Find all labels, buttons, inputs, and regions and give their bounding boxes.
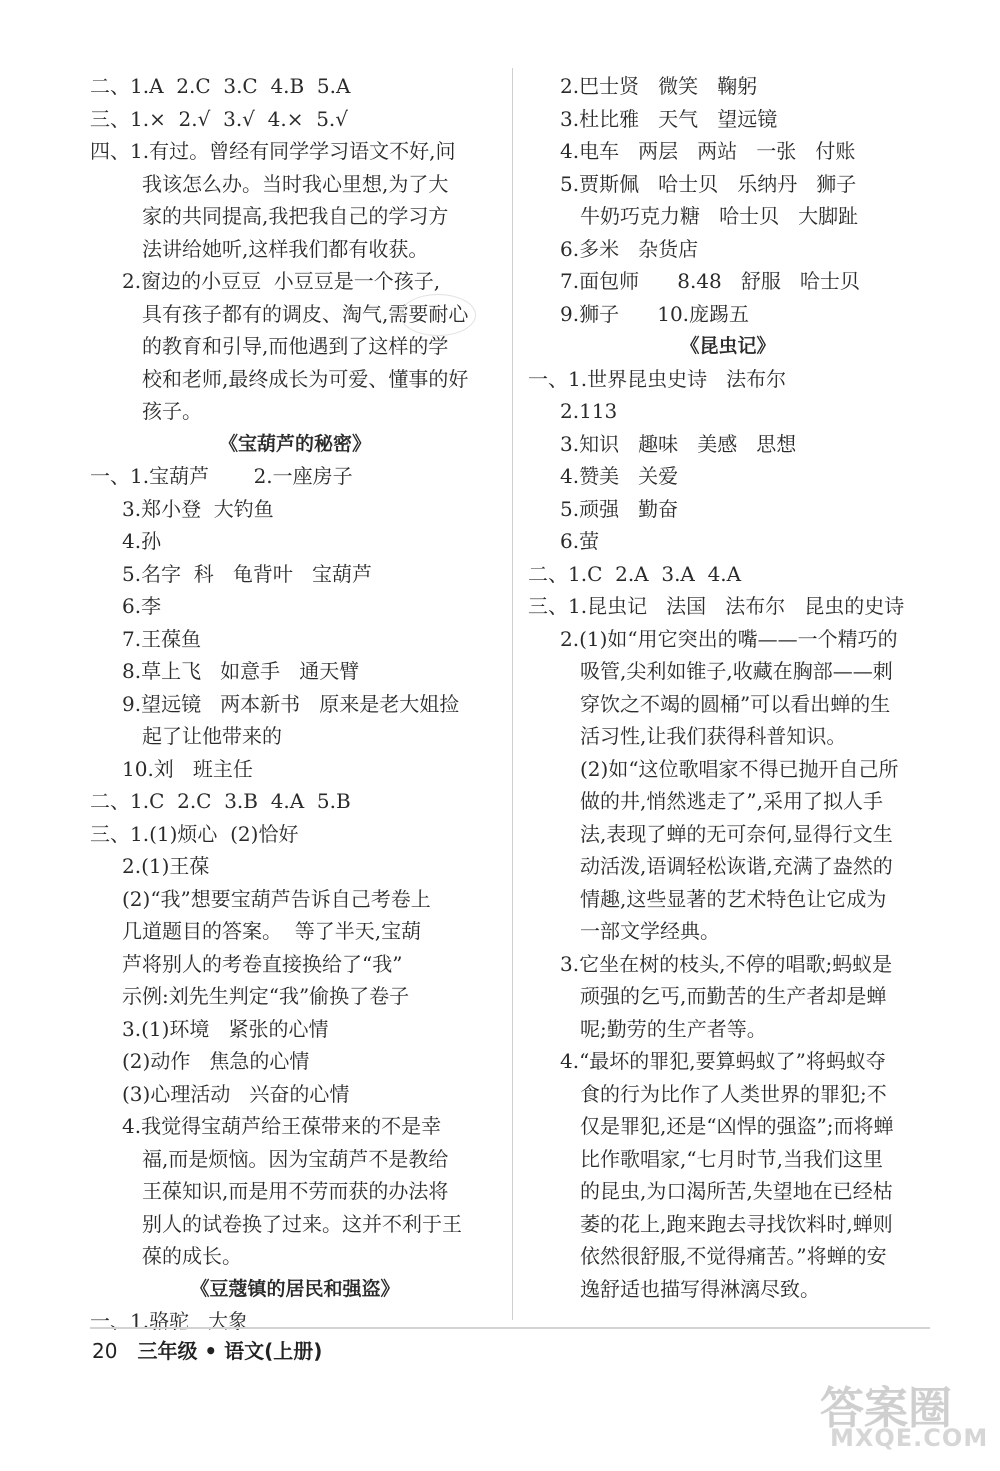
answer-line: 4.孙 xyxy=(122,529,162,553)
answer-line: 一、1.宝葫芦 2.一座房子 xyxy=(90,464,353,488)
answer-line: 牛奶巧克力糖 哈士贝 大脚趾 xyxy=(580,204,859,228)
answer-line: 2.(1)如“用它突出的嘴——一个精巧的 xyxy=(560,626,898,651)
answer-line: 一部文学经典。 xyxy=(580,919,720,943)
answer-line: (2)“我”想要宝葫芦告诉自己考卷上 xyxy=(122,886,431,911)
answer-line: 6.多米 杂货店 xyxy=(560,236,699,261)
answer-line: 三、1.(1)烦心 (2)恰好 xyxy=(90,821,299,846)
answer-line: 食的行为比作了人类世界的罪犯;不 xyxy=(580,1081,887,1106)
page-footer xyxy=(92,1336,322,1366)
answer-line: 几道题目的答案。 等了半天,宝葫 xyxy=(122,919,422,943)
answer-line: 6.萤 xyxy=(560,529,600,553)
answer-line: 芦将别人的考卷直接换给了“我” xyxy=(122,951,403,976)
section-heading: 《宝葫芦的秘密》 xyxy=(218,432,371,455)
answer-line: 四、1.有过。曾经有同学学习语文不好,问 xyxy=(90,139,456,163)
answer-line: 孩子。 xyxy=(142,399,202,423)
answer-line: 顽强的乞丐,而勤苦的生产者却是蝉 xyxy=(580,984,887,1008)
answer-line: 家的共同提高,我把我自己的学习方 xyxy=(142,204,449,228)
answer-line: 3.它坐在树的枝头,不停的唱歌;蚂蚁是 xyxy=(560,951,893,976)
answer-line: 示例:刘先生判定“我”偷换了卷子 xyxy=(122,984,410,1008)
answer-line: 4.赞美 关爱 xyxy=(560,464,679,488)
grade-subject: 三年级 • 语文(上册) xyxy=(137,1339,323,1363)
answer-line: 比作歌唱家,“七月时节,当我们这里 xyxy=(580,1146,883,1171)
answer-line: 的昆虫,为口渴所苦,失望地在已经枯 xyxy=(580,1179,893,1203)
answer-line: 做的井,悄然逃走了”,采用了拟人手 xyxy=(580,789,883,813)
footer-rule xyxy=(90,1327,930,1329)
answer-line: 吸管,尖利如锥子,收藏在胸部——刺 xyxy=(580,659,893,683)
answer-line: 2.窗边的小豆豆 小豆豆是一个孩子, xyxy=(122,269,441,293)
answer-line: (3)心理活动 兴奋的心情 xyxy=(122,1081,350,1106)
answer-line: 依然很舒服,不觉得痛苦。”将蝉的安 xyxy=(580,1244,887,1268)
column-divider xyxy=(512,68,513,1320)
answer-line: 逸舒适也描写得淋漓尽致。 xyxy=(580,1276,820,1301)
answer-line: 的教育和引导,而他遇到了这样的学 xyxy=(142,334,449,358)
answer-line: 7.王葆鱼 xyxy=(122,626,202,651)
answer-line: 福,而是烦恼。因为宝葫芦不是教给 xyxy=(142,1146,449,1171)
answer-line: 2.(1)王葆 xyxy=(122,854,210,878)
answer-line: 王葆知识,而是用不劳而获的办法将 xyxy=(142,1179,449,1203)
answer-line: 10.刘 班主任 xyxy=(122,756,253,781)
answer-line: 具有孩子都有的调皮、淘气,需要耐心 xyxy=(142,301,469,326)
answer-line: 法讲给她听,这样我们都有收获。 xyxy=(142,236,429,261)
answer-line: 法,表现了蝉的无可奈何,显得行文生 xyxy=(580,821,893,846)
answer-line: 8.草上飞 如意手 通天臂 xyxy=(122,659,360,683)
answer-line: 3.(1)环境 紧张的心情 xyxy=(122,1016,329,1041)
answer-line: 动活泼,语调轻松诙谐,充满了盎然的 xyxy=(580,854,893,878)
answer-line: 情趣,这些显著的艺术特色让它成为 xyxy=(580,886,887,911)
page-number: 20 xyxy=(92,1339,118,1363)
answer-line: 2.113 xyxy=(560,399,618,423)
answer-line: 2.巴士贤 微笑 鞠躬 xyxy=(560,74,758,98)
answer-line: 4.电车 两层 两站 一张 付账 xyxy=(560,139,856,163)
answer-line: 5.顽强 勤奋 xyxy=(560,496,679,521)
answer-line: 4.我觉得宝葫芦给王葆带来的不是幸 xyxy=(122,1114,442,1138)
answer-line: 活习性,让我们获得科普知识。 xyxy=(580,724,847,748)
answer-line: 一、1.骆驼 大象 xyxy=(90,1309,249,1333)
answer-line: 9.狮子 10.庞踢五 xyxy=(560,301,750,326)
answer-line: 三、1.昆虫记 法国 法布尔 昆虫的史诗 xyxy=(528,594,905,618)
answer-line: 萎的花上,跑来跑去寻找饮料时,蝉则 xyxy=(580,1211,893,1236)
answer-line: 校和老师,最终成长为可爱、懂事的好 xyxy=(142,366,469,391)
answer-line: 穿饮之不竭的圆桶”可以看出蝉的生 xyxy=(580,691,891,716)
answer-line: 别人的试卷换了过来。这并不利于王 xyxy=(142,1211,462,1236)
answer-line: 5.贾斯佩 哈士贝 乐纳丹 狮子 xyxy=(560,171,857,196)
answer-line: 二、1.C 2.C 3.B 4.A 5.B xyxy=(90,789,351,813)
answer-line: 5.名字 科 龟背叶 宝葫芦 xyxy=(122,561,372,586)
section-heading: 《昆虫记》 xyxy=(680,335,776,357)
answer-line: 7.面包师 8.48 舒服 哈士贝 xyxy=(560,269,860,293)
answer-line: 二、1.A 2.C 3.C 4.B 5.A xyxy=(90,74,351,98)
section-heading: 《豆蔻镇的居民和强盗》 xyxy=(190,1277,400,1300)
answer-line: (2)如“这位歌唱家不得已抛开自己所 xyxy=(580,756,899,781)
watermark-url: MXQE.COM xyxy=(830,1424,989,1452)
answer-line: 起了让他带来的 xyxy=(142,724,282,748)
stamp-mark xyxy=(400,294,476,336)
answer-line: 二、1.C 2.A 3.A 4.A xyxy=(528,561,742,586)
answer-line: 仅是罪犯,还是“凶悍的强盗”;而将蝉 xyxy=(580,1114,894,1138)
answer-line: 三、1.× 2.√ 3.√ 4.× 5.√ xyxy=(90,106,349,131)
left-column xyxy=(90,70,500,1338)
answer-line: 葆的成长。 xyxy=(142,1244,242,1268)
answer-line: 3.知识 趣味 美感 思想 xyxy=(560,431,797,456)
answer-line: 3.杜比雅 天气 望远镜 xyxy=(560,106,778,131)
answer-line: 一、1.世界昆虫史诗 法布尔 xyxy=(528,366,787,391)
answer-line: (2)动作 焦急的心情 xyxy=(122,1049,310,1073)
answer-line: 6.李 xyxy=(122,594,162,618)
right-column xyxy=(528,70,928,1305)
answer-line: 3.郑小登 大钓鱼 xyxy=(122,496,274,521)
answer-line: 我该怎么办。当时我心里想,为了大 xyxy=(142,171,449,196)
answer-line: 呢;勤劳的生产者等。 xyxy=(580,1016,767,1041)
answer-line: 9.望远镜 两本新书 原来是老大姐捡 xyxy=(122,691,460,716)
watermark-brand: 答案圈 xyxy=(820,1383,952,1434)
answer-line: 4.“最坏的罪犯,要算蚂蚁了”将蚂蚁夺 xyxy=(560,1049,886,1073)
